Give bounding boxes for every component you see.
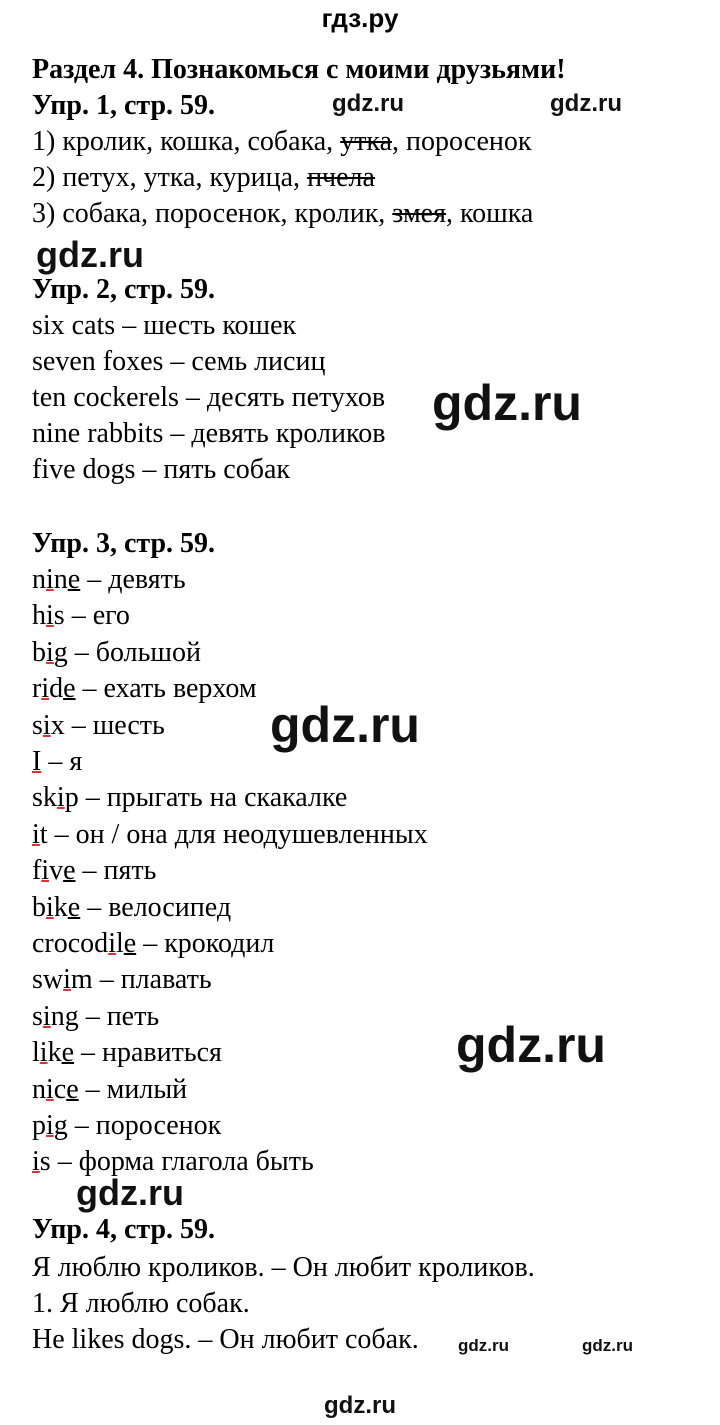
watermark: gdz.ru [36, 234, 144, 275]
translation: – петь [78, 1000, 160, 1032]
exercise-4-heading: Упр. 4, стр. 59. [32, 1214, 216, 1245]
word-part: l [32, 1037, 40, 1069]
silent-e-underline: e [63, 855, 76, 887]
watermark: gdz.ru [432, 375, 582, 431]
word-part: g [53, 636, 68, 668]
word-part: r [32, 673, 42, 705]
crossed-out-word: пчела [307, 162, 375, 193]
watermark: gdz.ru [76, 1172, 184, 1213]
exercise-4-line: 1. Я люблю собак. [32, 1288, 250, 1319]
exercise-3-word-row [32, 1108, 221, 1144]
silent-e-underline: e [67, 891, 81, 923]
translation: – форма глагола быть [50, 1146, 314, 1178]
translation: – плавать [92, 964, 212, 996]
word-part: h [32, 600, 46, 632]
crossed-out-word: утка [340, 126, 393, 157]
exercise-2-line: six cats – шесть кошек [32, 310, 297, 341]
word-part: b [32, 891, 46, 923]
exercise-3-word-row [32, 817, 428, 853]
vowel-underline: i [42, 1000, 51, 1032]
silent-e-underline: e [61, 1037, 74, 1069]
exercise-2-line: five dogs – пять собак [32, 454, 291, 485]
vowel-underline: i [41, 855, 50, 887]
watermark: gdz.ru [332, 90, 404, 117]
exercise-3-word-row [32, 562, 186, 598]
translation: – он / она для неодушевленных [47, 818, 428, 850]
exercise-1-line-1: 1) кролик, кошка, собака, утка, поросенок [32, 126, 532, 157]
watermark: gdz.ru [270, 697, 420, 753]
word-part: g [53, 1110, 68, 1141]
vowel-underline: i [63, 964, 71, 996]
word-part: s [39, 1146, 51, 1178]
word-part: s [32, 709, 43, 741]
translation: – его [64, 600, 130, 632]
translation: – шесть [64, 709, 165, 741]
vowel-underline: i [108, 928, 116, 959]
translation: – я [41, 746, 83, 777]
exercise-3-word-row [32, 926, 274, 962]
exercise-2-line: seven foxes – семь лисиц [32, 346, 326, 377]
word-part: t [39, 818, 48, 850]
exercise-3-word-row [32, 1035, 222, 1071]
word-part: s [32, 1000, 43, 1032]
exercise-3-word-row [32, 744, 82, 780]
vowel-underline: i [56, 782, 65, 814]
vowel-underline: i [46, 564, 54, 595]
translation: – крокодил [136, 928, 275, 959]
translation: – ехать верхом [75, 673, 257, 705]
word-part: n [53, 564, 68, 595]
exercise-2-line: ten cockerels – десять петухов [32, 382, 386, 413]
word-part: crocod [32, 928, 109, 959]
exercise-3-word-row [32, 708, 165, 744]
vowel-underline: i [46, 636, 54, 668]
exercise-4-line: Я люблю кроликов. – Он любит кроликов. [32, 1252, 535, 1283]
exercise-3-word-row [32, 671, 257, 707]
word-part: d [49, 673, 64, 705]
vowel-underline: i [32, 1146, 40, 1178]
watermark: gdz.ru [456, 1017, 606, 1073]
translation: – прыгать на скакалке [78, 782, 348, 814]
exercise-1-line-2: 2) петух, утка, курица, пчела [32, 162, 375, 193]
word-part: sw [32, 964, 64, 996]
vowel-underline: I [32, 746, 42, 777]
translation: – нравиться [74, 1037, 222, 1069]
exercise-2-line: nine rabbits – девять кроликов [32, 418, 386, 449]
silent-e-underline: e [123, 928, 137, 959]
exercise-3-word-row [32, 962, 212, 998]
translation: – пять [75, 855, 157, 887]
vowel-underline: i [41, 673, 50, 705]
word-part: m [70, 964, 93, 996]
exercise-3-word-row [32, 1072, 187, 1108]
word-part: f [32, 855, 42, 887]
word-part: s [53, 600, 65, 632]
exercise-1-line-3: 3) собака, поросенок, кролик, змея, кошка [32, 198, 534, 229]
vowel-underline: i [46, 891, 54, 923]
exercise-3-heading: Упр. 3, стр. 59. [32, 528, 216, 559]
word-part: l [115, 928, 124, 959]
silent-e-underline: e [66, 1073, 79, 1105]
word-part: p [32, 1110, 46, 1141]
word-part: k [53, 891, 68, 923]
vowel-underline: i [46, 600, 54, 632]
exercise-3-word-row [32, 999, 159, 1035]
translation: – милый [78, 1073, 188, 1105]
exercise-1-heading: Упр. 1, стр. 59. [32, 90, 216, 121]
crossed-out-word: змея [392, 198, 446, 229]
word-part: n [32, 564, 46, 595]
exercise-4-line: He likes dogs. – Он любит собак. [32, 1324, 419, 1355]
translation: – поросенок [67, 1110, 222, 1141]
exercise-2-heading: Упр. 2, стр. 59. [32, 274, 216, 305]
vowel-underline: i [39, 1037, 48, 1069]
silent-e-underline: e [67, 564, 81, 595]
vowel-underline: i [46, 1110, 54, 1141]
watermark: gdz.ru [550, 90, 622, 117]
word-part: p [64, 782, 79, 814]
watermark: gdz.ru [324, 1392, 396, 1419]
word-part: k [47, 1037, 62, 1069]
watermark: gdz.ru [582, 1336, 633, 1355]
exercise-3-word-row [32, 853, 156, 889]
vowel-underline: i [42, 709, 51, 741]
section-title: Раздел 4. Познакомься с моими друзьями! [32, 54, 566, 85]
silent-e-underline: e [63, 673, 76, 705]
translation: – девять [80, 564, 186, 595]
word-part: ng [50, 1000, 79, 1032]
translation: – велосипед [80, 891, 232, 923]
word-part: sk [32, 782, 57, 814]
word-part: x [50, 709, 65, 741]
exercise-3-word-row [32, 890, 231, 926]
exercise-3-word-row [32, 780, 347, 816]
exercise-3-word-row [32, 598, 130, 634]
vowel-underline: i [32, 818, 40, 850]
word-part: v [49, 855, 64, 887]
translation: – большой [67, 636, 201, 668]
vowel-underline: i [46, 1073, 54, 1105]
exercise-3-word-row [32, 635, 201, 671]
word-part: n [32, 1073, 46, 1105]
site-header: гдз.ру [321, 3, 399, 33]
word-part: b [32, 636, 46, 668]
watermark: gdz.ru [458, 1336, 509, 1355]
word-part: c [53, 1073, 67, 1105]
